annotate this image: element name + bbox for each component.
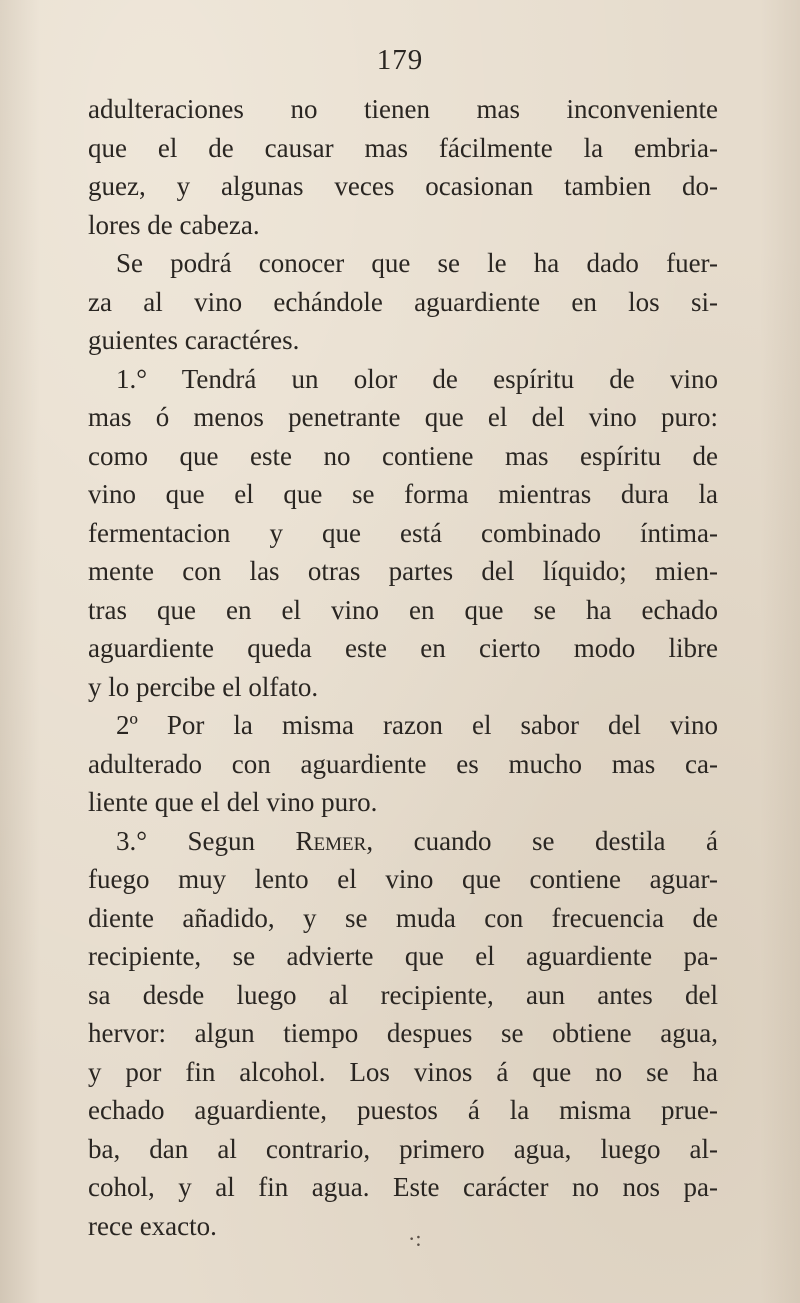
text-line: aguardiente queda este en cierto modo libre [88,633,718,663]
page-number: 179 [376,44,424,76]
printer-mark: ·: [408,1226,422,1251]
text-line: ba, dan al contrario, primero agua, luego al- [88,1133,718,1164]
text-line-start: 3.° Segun [116,825,296,856]
text-line: y por fin alcohol. Los vinos á que no se ha [88,1056,718,1087]
text-line: mente con las otras partes del líquido; mien- [88,556,718,586]
text-line: adulterado con aguardiente es mucho mas ca- [88,748,718,779]
text-line: hervor: algun tiempo despues se obtiene agua, [88,1018,718,1048]
text-line: fuego muy lento el vino que contiene aguar- [88,864,718,894]
text-line: lores de cabeza. [88,209,260,240]
text-line: y lo percibe el olfato. [88,671,319,702]
text-line [88,822,718,861]
text-line: fermentacion y que está combinado íntima- [88,517,718,548]
text-line: sa desde luego al recipiente, aun antes del [88,979,718,1010]
text-line: za al vino echándole aguardiente en los si- [88,286,718,317]
text-line: Se podrá conocer que se le ha dado fuer- [116,248,718,278]
text-line: guez, y algunas veces ocasionan tambien do- [88,171,718,201]
text-line: cohol, y al fin agua. Este carácter no nos pa- [88,1172,718,1202]
text-line: liente que el del vino puro. [88,787,378,817]
text-line: vino que el que se forma mientras dura la [88,479,718,509]
text-line: que el de causar mas fácilmente la embria- [88,132,718,163]
text-line: tras que en el vino en que se ha echado [88,594,718,625]
text-line: como que este no contiene mas espíritu de [88,440,718,471]
text-line: 2º Por la misma razon el sabor del vino [116,710,718,740]
text-line: recipiente, se advierte que el aguardiente pa- [88,941,718,971]
text-line: diente añadido, y se muda con frecuencia de [88,902,718,933]
text-line: rece exacto. [88,1210,217,1241]
author-name: Remer [295,825,367,856]
text-line: 1.° Tendrá un olor de espíritu de vino [116,363,718,394]
body-text [88,90,718,1245]
text-line: mas ó menos penetrante que el del vino puro: [88,402,718,432]
text-line: guientes caractéres. [88,325,300,355]
text-line-end: , cuando se destila á [366,825,718,856]
text-line: adulteraciones no tienen mas inconveniente [88,94,718,124]
text-line: echado aguardiente, puestos á la misma prue- [88,1095,718,1125]
